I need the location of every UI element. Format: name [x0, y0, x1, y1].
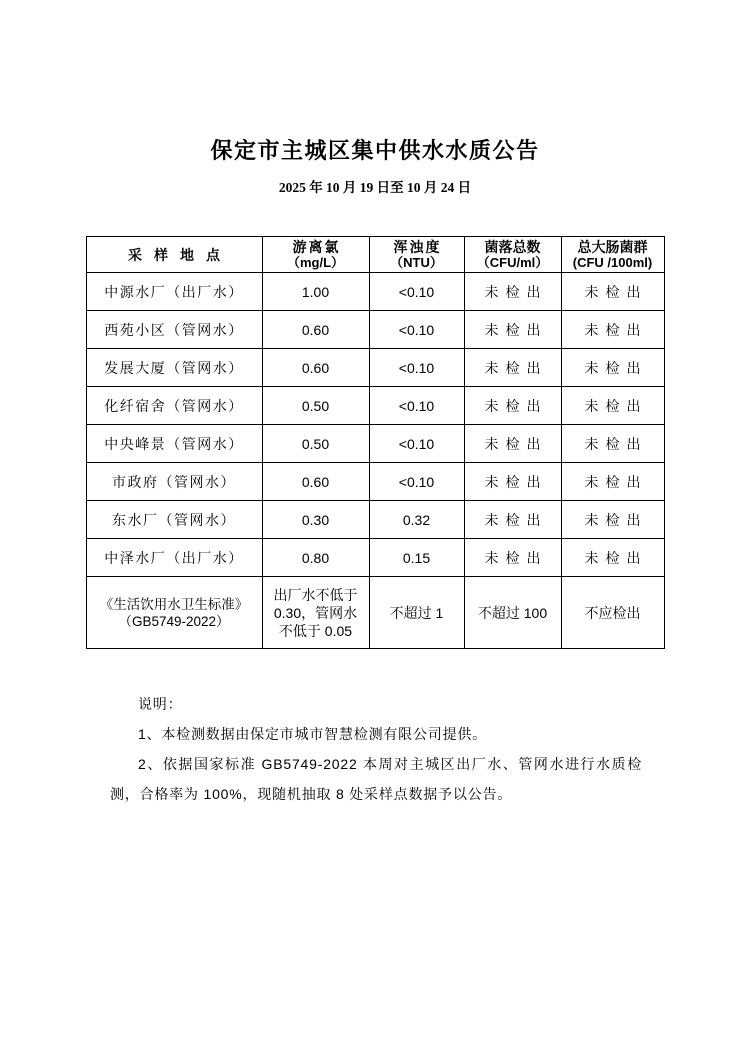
table-row: [86, 349, 664, 387]
cell-location: 中央峰景（管网水）: [86, 425, 262, 463]
cell-colony: 未检出: [464, 349, 561, 387]
cell-colony: 未检出: [464, 425, 561, 463]
date-range: 2025 年 10 月 19 日至 10 月 24 日: [278, 180, 472, 195]
cell-coliform: 未检出: [561, 425, 664, 463]
cell-location: 发展大厦（管网水）: [86, 349, 262, 387]
note-item-2: 2、依据国家标准 GB5749-2022 本周对主城区出厂水、管网水进行水质检测，合格率为 100%，现随机抽取 8 处采样点数据予以公告。: [110, 756, 642, 802]
cell-colony: 未检出: [464, 387, 561, 425]
cell-colony: 未检出: [464, 273, 561, 311]
cell-coliform: 未检出: [561, 539, 664, 577]
notes-label: 说明：: [138, 696, 183, 712]
cell-turbidity: 0.32: [369, 501, 464, 539]
cell-colony: 未检出: [464, 501, 561, 539]
cell-chlorine: 0.60: [262, 463, 369, 501]
cell-turbidity: <0.10: [369, 273, 464, 311]
cell-location: 中泽水厂（出厂水）: [86, 539, 262, 577]
cell-turbidity: <0.10: [369, 425, 464, 463]
cell-coliform: 未检出: [561, 273, 664, 311]
cell-turbidity: <0.10: [369, 463, 464, 501]
cell-coliform: 未检出: [561, 501, 664, 539]
table-header-row: [86, 237, 664, 273]
column-header-turbidity: 浑浊度 （NTU）: [369, 237, 464, 273]
cell-chlorine: 1.00: [262, 273, 369, 311]
cell-turbidity: <0.10: [369, 387, 464, 425]
table-row: [86, 387, 664, 425]
cell-chlorine: 0.60: [262, 349, 369, 387]
table-row: [86, 273, 664, 311]
table-row-standard: [86, 577, 664, 649]
table-row: [86, 501, 664, 539]
cell-standard-coliform: 不应检出: [561, 577, 664, 649]
cell-standard-colony: 不超过 100: [464, 577, 561, 649]
cell-chlorine: 0.50: [262, 425, 369, 463]
column-header-chlorine: 游离氯 （mg/L）: [262, 237, 369, 273]
water-quality-table: [86, 236, 665, 649]
cell-coliform: 未检出: [561, 349, 664, 387]
cell-colony: 未检出: [464, 311, 561, 349]
cell-turbidity: <0.10: [369, 311, 464, 349]
cell-coliform: 未检出: [561, 311, 664, 349]
cell-chlorine: 0.60: [262, 311, 369, 349]
table-row: [86, 425, 664, 463]
cell-colony: 未检出: [464, 539, 561, 577]
cell-turbidity: <0.10: [369, 349, 464, 387]
notes-section: [110, 689, 642, 809]
cell-standard-name: 《生活饮用水卫生标准》 （GB5749-2022）: [86, 577, 262, 649]
column-header-location: 采样地点: [86, 237, 262, 273]
cell-standard-turbidity: 不超过 1: [369, 577, 464, 649]
column-header-coliform: 总大肠菌群 (CFU /100ml): [561, 237, 664, 273]
cell-turbidity: 0.15: [369, 539, 464, 577]
table-row: [86, 539, 664, 577]
cell-chlorine: 0.50: [262, 387, 369, 425]
cell-colony: 未检出: [464, 463, 561, 501]
cell-location: 中源水厂（出厂水）: [86, 273, 262, 311]
cell-location: 化纤宿舍（管网水）: [86, 387, 262, 425]
cell-coliform: 未检出: [561, 463, 664, 501]
cell-chlorine: 0.30: [262, 501, 369, 539]
note-item-1: 1、本检测数据由保定市城市智慧检测有限公司提供。: [138, 726, 487, 742]
table-row: [86, 311, 664, 349]
cell-coliform: 未检出: [561, 387, 664, 425]
cell-chlorine: 0.80: [262, 539, 369, 577]
table-row: [86, 463, 664, 501]
cell-location: 西苑小区（管网水）: [86, 311, 262, 349]
cell-standard-chlorine: 出厂水不低于 0.30，管网水 不低于 0.05: [262, 577, 369, 649]
column-header-colony: 菌落总数 （CFU/ml）: [464, 237, 561, 273]
page-title: 保定市主城区集中供水水质公告: [210, 138, 540, 163]
cell-location: 东水厂（管网水）: [86, 501, 262, 539]
cell-location: 市政府（管网水）: [86, 463, 262, 501]
